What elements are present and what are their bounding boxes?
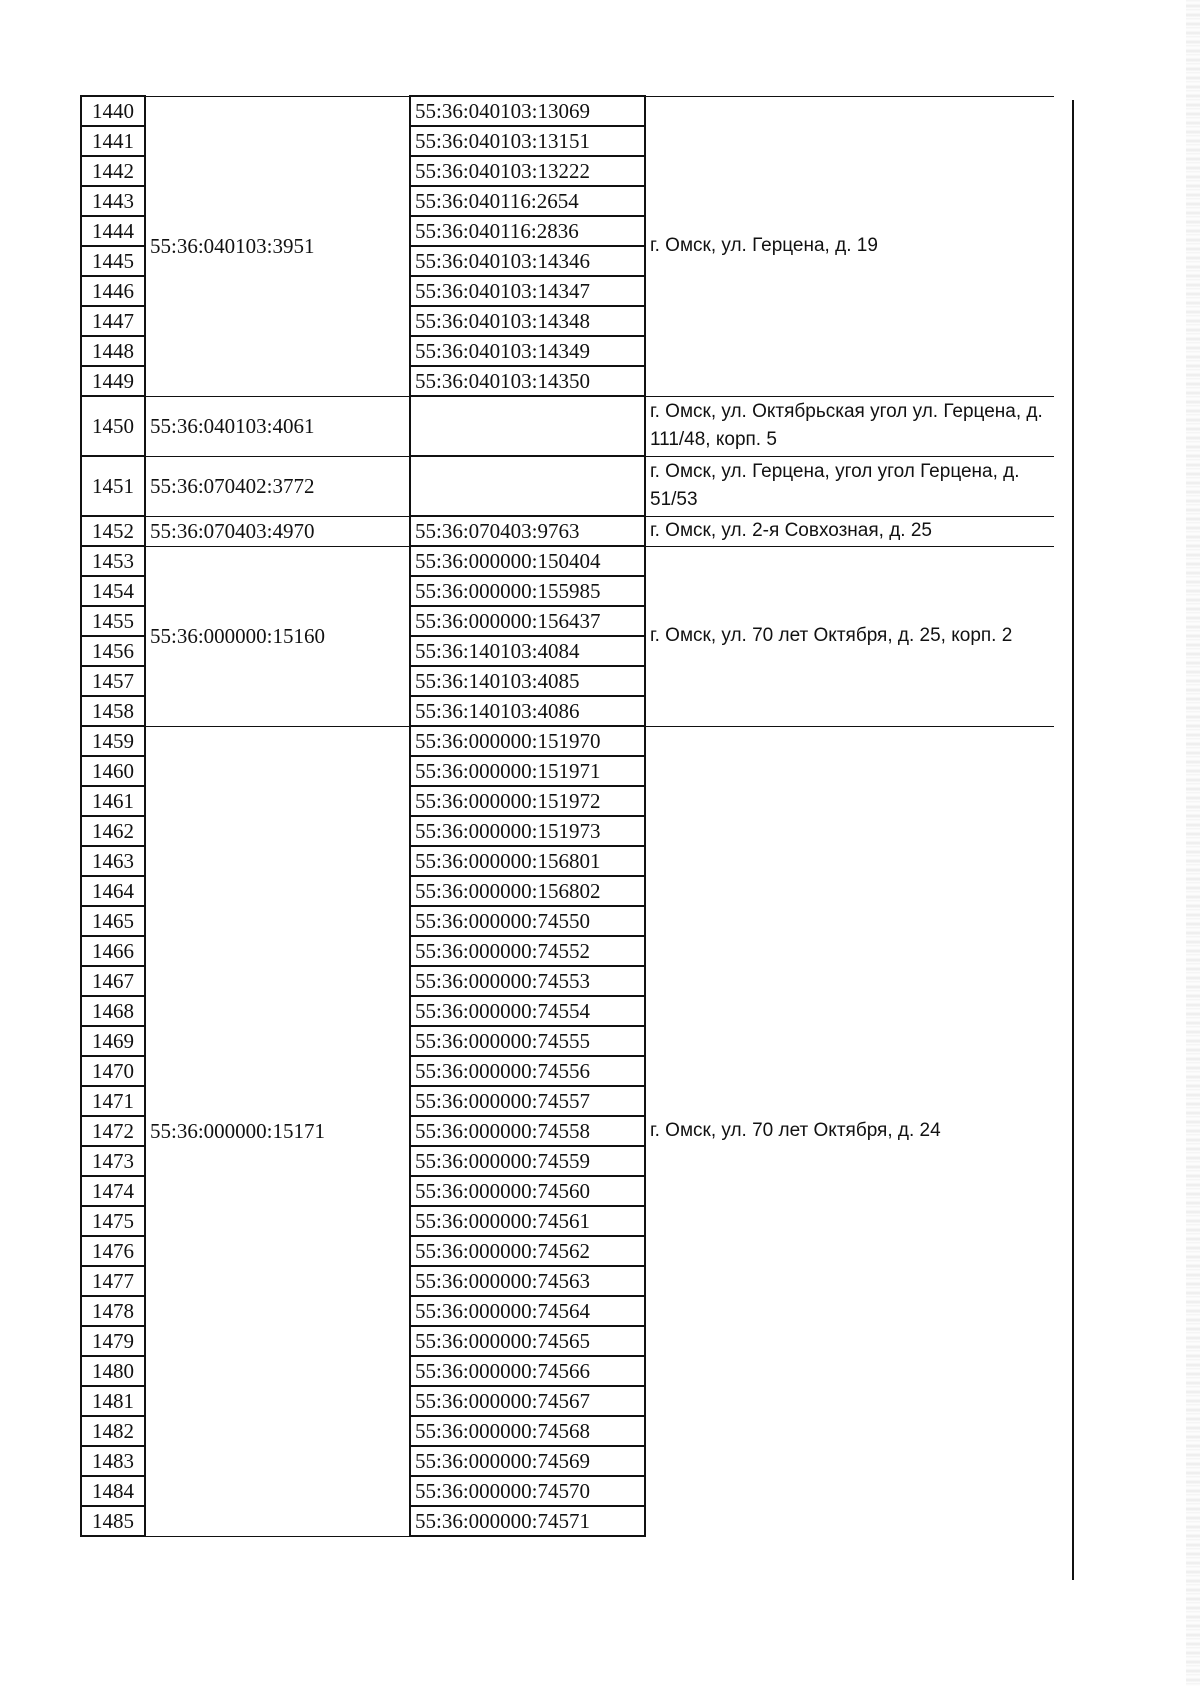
sub-object-number: 55:36:000000:74557 <box>410 1086 645 1116</box>
row-number: 1468 <box>81 996 145 1026</box>
row-number: 1478 <box>81 1296 145 1326</box>
row-number: 1483 <box>81 1446 145 1476</box>
address-cell: г. Омск, ул. 2-я Совхозная, д. 25 <box>645 516 1054 546</box>
row-number: 1452 <box>81 516 145 546</box>
sub-object-number: 55:36:000000:151970 <box>410 726 645 756</box>
sub-object-number: 55:36:000000:74566 <box>410 1356 645 1386</box>
row-number: 1441 <box>81 126 145 156</box>
sub-object-number: 55:36:000000:156802 <box>410 876 645 906</box>
row-number: 1472 <box>81 1116 145 1146</box>
sub-object-number: 55:36:140103:4084 <box>410 636 645 666</box>
sub-object-number: 55:36:000000:74560 <box>410 1176 645 1206</box>
sub-object-number: 55:36:000000:74552 <box>410 936 645 966</box>
address-cell: г. Омск, ул. 70 лет Октября, д. 25, корп. 2 <box>645 546 1054 726</box>
row-number: 1451 <box>81 456 145 516</box>
cadastral-table <box>80 95 1054 1537</box>
sub-object-number: 55:36:040103:14347 <box>410 276 645 306</box>
row-number: 1484 <box>81 1476 145 1506</box>
row-number: 1453 <box>81 546 145 576</box>
sub-object-number: 55:36:140103:4086 <box>410 696 645 726</box>
sub-object-number: 55:36:000000:74561 <box>410 1206 645 1236</box>
row-number: 1477 <box>81 1266 145 1296</box>
row-number: 1447 <box>81 306 145 336</box>
row-number: 1459 <box>81 726 145 756</box>
row-number: 1442 <box>81 156 145 186</box>
sub-object-number: 55:36:040103:13069 <box>410 96 645 126</box>
sub-object-number: 55:36:040103:13222 <box>410 156 645 186</box>
sub-object-number: 55:36:000000:74565 <box>410 1326 645 1356</box>
row-number: 1455 <box>81 606 145 636</box>
row-number: 1469 <box>81 1026 145 1056</box>
cadastral-number: 55:36:040103:3951 <box>145 96 410 396</box>
row-number: 1482 <box>81 1416 145 1446</box>
sub-object-number: 55:36:070403:9763 <box>410 516 645 546</box>
row-number: 1445 <box>81 246 145 276</box>
sub-object-number <box>410 456 645 516</box>
row-number: 1474 <box>81 1176 145 1206</box>
cadastral-table-body <box>81 96 1054 1536</box>
table-row <box>81 396 1054 456</box>
sub-object-number: 55:36:000000:74570 <box>410 1476 645 1506</box>
sub-object-number: 55:36:040103:14349 <box>410 336 645 366</box>
row-number: 1476 <box>81 1236 145 1266</box>
row-number: 1463 <box>81 846 145 876</box>
sub-object-number: 55:36:000000:74556 <box>410 1056 645 1086</box>
row-number: 1464 <box>81 876 145 906</box>
table-row <box>81 96 1054 126</box>
row-number: 1446 <box>81 276 145 306</box>
cadastral-number: 55:36:000000:15171 <box>145 726 410 1536</box>
row-number: 1449 <box>81 366 145 396</box>
sub-object-number: 55:36:140103:4085 <box>410 666 645 696</box>
sub-object-number: 55:36:000000:151973 <box>410 816 645 846</box>
sub-object-number: 55:36:000000:156437 <box>410 606 645 636</box>
row-number: 1440 <box>81 96 145 126</box>
sub-object-number: 55:36:000000:74553 <box>410 966 645 996</box>
address-cell: г. Омск, ул. Октябрьская угол ул. Герцена, д. 111/48, корп. 5 <box>645 396 1054 456</box>
scan-edge <box>1186 0 1200 1686</box>
address-cell: г. Омск, ул. Герцена, д. 19 <box>645 96 1054 396</box>
table-row <box>81 516 1054 546</box>
sub-object-number: 55:36:000000:156801 <box>410 846 645 876</box>
row-number: 1475 <box>81 1206 145 1236</box>
cadastral-number: 55:36:040103:4061 <box>145 396 410 456</box>
row-number: 1443 <box>81 186 145 216</box>
sub-object-number: 55:36:000000:74559 <box>410 1146 645 1176</box>
row-number: 1465 <box>81 906 145 936</box>
sub-object-number: 55:36:040116:2836 <box>410 216 645 246</box>
sub-object-number: 55:36:000000:74563 <box>410 1266 645 1296</box>
row-number: 1450 <box>81 396 145 456</box>
sub-object-number: 55:36:000000:74571 <box>410 1506 645 1536</box>
cadastral-number: 55:36:070403:4970 <box>145 516 410 546</box>
row-number: 1454 <box>81 576 145 606</box>
row-number: 1481 <box>81 1386 145 1416</box>
table-row <box>81 546 1054 576</box>
right-border-line <box>1072 100 1074 1580</box>
cadastral-number: 55:36:070402:3772 <box>145 456 410 516</box>
sub-object-number: 55:36:000000:150404 <box>410 546 645 576</box>
cadastral-number: 55:36:000000:15160 <box>145 546 410 726</box>
row-number: 1444 <box>81 216 145 246</box>
row-number: 1457 <box>81 666 145 696</box>
row-number: 1471 <box>81 1086 145 1116</box>
row-number: 1485 <box>81 1506 145 1536</box>
address-cell: г. Омск, ул. Герцена, угол угол Герцена, д. 51/53 <box>645 456 1054 516</box>
sub-object-number: 55:36:040103:13151 <box>410 126 645 156</box>
sub-object-number: 55:36:000000:74554 <box>410 996 645 1026</box>
sub-object-number: 55:36:040116:2654 <box>410 186 645 216</box>
row-number: 1467 <box>81 966 145 996</box>
sub-object-number: 55:36:000000:74550 <box>410 906 645 936</box>
sub-object-number: 55:36:000000:74568 <box>410 1416 645 1446</box>
sub-object-number <box>410 396 645 456</box>
row-number: 1479 <box>81 1326 145 1356</box>
sub-object-number: 55:36:000000:74569 <box>410 1446 645 1476</box>
sub-object-number: 55:36:000000:74564 <box>410 1296 645 1326</box>
row-number: 1473 <box>81 1146 145 1176</box>
sub-object-number: 55:36:040103:14348 <box>410 306 645 336</box>
row-number: 1462 <box>81 816 145 846</box>
sub-object-number: 55:36:000000:74567 <box>410 1386 645 1416</box>
sub-object-number: 55:36:000000:74555 <box>410 1026 645 1056</box>
sub-object-number: 55:36:000000:74558 <box>410 1116 645 1146</box>
sub-object-number: 55:36:040103:14350 <box>410 366 645 396</box>
row-number: 1470 <box>81 1056 145 1086</box>
sub-object-number: 55:36:000000:74562 <box>410 1236 645 1266</box>
table-row <box>81 456 1054 516</box>
row-number: 1448 <box>81 336 145 366</box>
row-number: 1460 <box>81 756 145 786</box>
sub-object-number: 55:36:000000:151971 <box>410 756 645 786</box>
row-number: 1458 <box>81 696 145 726</box>
row-number: 1466 <box>81 936 145 966</box>
sub-object-number: 55:36:000000:155985 <box>410 576 645 606</box>
row-number: 1456 <box>81 636 145 666</box>
sub-object-number: 55:36:000000:151972 <box>410 786 645 816</box>
row-number: 1480 <box>81 1356 145 1386</box>
table-row <box>81 726 1054 756</box>
sub-object-number: 55:36:040103:14346 <box>410 246 645 276</box>
address-cell: г. Омск, ул. 70 лет Октября, д. 24 <box>645 726 1054 1536</box>
row-number: 1461 <box>81 786 145 816</box>
